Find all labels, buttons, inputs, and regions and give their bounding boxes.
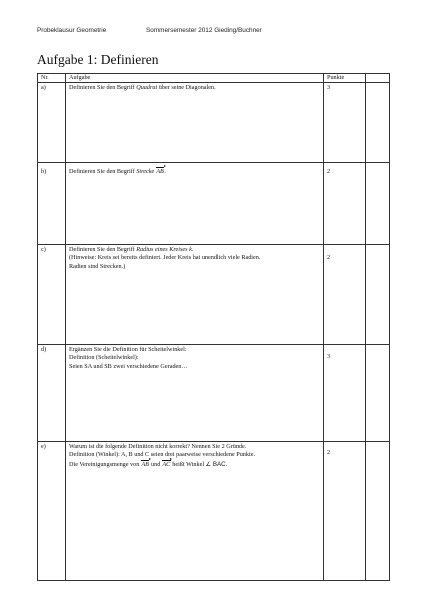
ray-symbol-ac: AC [162,460,171,468]
score-cell [366,245,390,345]
task-text-after: über seine Diagonalen. [157,84,216,92]
task-term: Quadrat [136,84,158,92]
score-cell [366,345,390,442]
segment-symbol: AB [156,168,164,176]
task-points: 2 [324,163,366,245]
table-row [38,83,390,163]
task-line: Definition (Scheitelwinkel): [69,354,139,362]
task-nr: e) [38,442,66,581]
task-text-part: Die Vereinigungsmenge von [69,460,141,468]
task-points: 3 [324,83,366,163]
task-points: 2 [324,245,366,345]
task-points: 2 [324,442,366,581]
table-row [38,163,390,245]
task-hint-line: (Hinweise: Kreis sei bereits definiert. Jeder Kreis hat unendlich viele Radien. [69,254,261,262]
task-text-before: Definieren Sie den Begriff [69,84,137,92]
table-row [38,245,390,345]
page-title: Aufgabe 1: Definieren [37,52,159,67]
task-text-before: Definieren Sie den Begriff [69,246,137,254]
task-line: Definition (Winkel): A, B und C seien drei paarweise verschiedene Punkte. [69,451,256,459]
task-nr: d) [38,345,66,442]
task-text-after: . [164,168,166,176]
ray-symbol-ab: AB [141,460,149,468]
angle-icon: ∠ [205,460,212,468]
task-text-part: heißt Winkel [170,460,206,468]
task-line: Seien SA und SB zwei verschiedene Geraden… [69,362,188,370]
task-line: Warum ist die folgende Definition nicht korrekt? Nennen Sie 2 Gründe. [69,443,247,451]
header-course: Probeklausur Geometrie [37,27,107,34]
task-hint-line: Radien sind Strecken.) [69,262,126,270]
task-text-before: Definieren Sie den Begriff [69,168,137,176]
task-nr: a) [38,83,66,163]
task-text [66,345,324,442]
task-nr: c) [38,245,66,345]
task-table [37,73,390,581]
task-text-part: und [149,460,162,468]
header-semester: Sommersemester 2012 Gieding/Buchner [146,27,262,34]
score-cell [366,163,390,245]
task-text [66,245,324,345]
col-header-aufgabe: Aufgabe [66,74,324,83]
task-text-after: . [191,246,194,254]
col-header-nr: Nr. [38,74,66,83]
angle-name: BAC. [211,460,228,468]
task-nr: b) [38,163,66,245]
table-row [38,442,390,581]
table-header-row [38,74,390,83]
score-cell [366,442,390,581]
task-text [66,83,324,163]
task-line: Ergänzen Sie die Definition für Scheitelwinkel: [69,346,187,354]
task-term: Radius eines Kreises k [136,246,192,254]
col-header-punkte: Punkte [324,74,366,83]
task-term: Strecke [136,168,155,176]
col-header-empty [366,74,390,83]
table-row [38,345,390,442]
task-points: 3 [324,345,366,442]
score-cell [366,83,390,163]
task-text [66,163,324,245]
task-text [66,442,324,581]
